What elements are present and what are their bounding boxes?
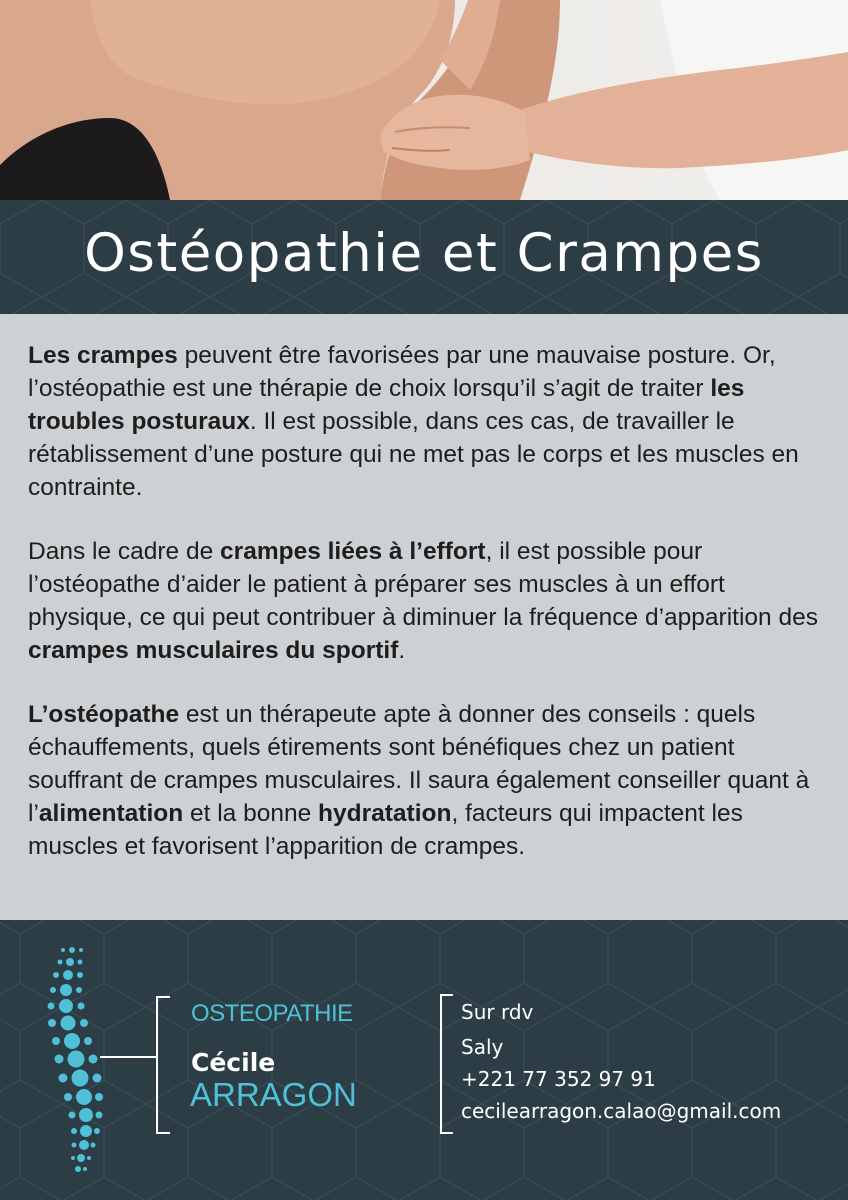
emphasis-text: hydratation: [318, 800, 452, 827]
paragraph-2: [28, 535, 828, 667]
body-text: , facteurs qui impactent les muscles et favorisent l’apparition de crampes.: [28, 800, 743, 860]
brand-first-name: Cécile: [191, 1048, 276, 1077]
contact-location: Saly: [461, 1035, 504, 1059]
emphasis-text: alimentation: [38, 800, 184, 827]
body-text: est un thérapeute apte à donner des conseils : quels échauffements, quels étirements sont bénéfiques chez un patient souffrant de crampes musculaires. Il saura également conseiller quant à l’: [28, 701, 810, 827]
massage-photo-illustration: [0, 0, 848, 200]
contact-bracket: [440, 994, 453, 1134]
body-text: Dans le cadre de: [28, 538, 221, 565]
paragraph-3: [28, 698, 828, 863]
page-title: Ostéopathie et Crampes: [84, 223, 764, 284]
footer: [0, 920, 848, 1200]
contact-email[interactable]: cecilearragon.calao@gmail.com: [461, 1099, 782, 1123]
body-text: , il est possible pour l’ostéopathe d’aider le patient à préparer ses muscles à un effort physique, ce qui peut contribuer à diminuer la fréquence d’apparition des: [28, 538, 818, 631]
brand-category: OSTEOPATHIE: [191, 1000, 353, 1027]
spine-logo-icon: [0, 920, 120, 1200]
brand-last-name: ARRAGON: [190, 1076, 357, 1113]
hexagon-pattern-decoration: [0, 920, 848, 1200]
brand-bracket: [156, 996, 170, 1134]
contact-appointment: Sur rdv: [461, 1000, 534, 1024]
contact-phone[interactable]: +221 77 352 97 91: [461, 1067, 656, 1091]
article-body: [0, 314, 848, 920]
emphasis-text: crampes musculaires du sportif: [28, 637, 399, 664]
emphasis-text: L’ostéopathe: [28, 701, 180, 728]
emphasis-text: Les crampes: [28, 342, 178, 369]
emphasis-text: les troubles posturaux: [28, 375, 745, 435]
emphasis-text: crampes liées à l’effort: [220, 538, 486, 565]
brand-connector-line: [100, 1056, 158, 1058]
body-text: et la bonne: [183, 800, 319, 827]
body-text: . Il est possible, dans ces cas, de travailler le rétablissement d’une posture qui ne met pas le corps et les muscles en contrainte.: [28, 408, 799, 501]
header-photo: [0, 0, 848, 200]
body-text: .: [398, 637, 406, 664]
title-band: [0, 200, 848, 314]
paragraph-1: [28, 339, 828, 504]
body-text: peuvent être favorisées par une mauvaise posture. Or, l’ostéopathie est une thérapie de choix lorsqu’il s’agit de traiter: [28, 342, 776, 402]
